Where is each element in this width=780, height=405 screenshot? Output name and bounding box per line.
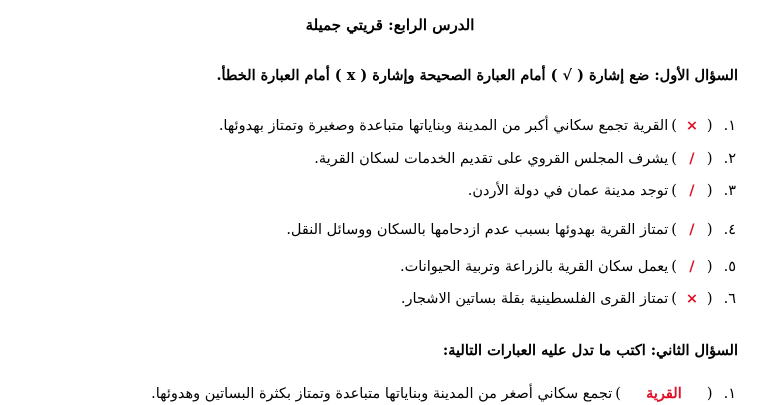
item-number: ٣. xyxy=(723,183,736,199)
check-mark-icon: / xyxy=(689,222,695,238)
list-item: ٥. ( / ) يعمل سكان القرية بالزراعة وتربية الحيوانات. xyxy=(400,259,736,275)
check-mark-icon: / xyxy=(689,259,695,275)
question-1-heading: السؤال الأول: ضع إشارة ( √ ) أمام العبارة الصحيحة وإشارة ( x ) أمام العبارة الخطأ. xyxy=(216,67,738,84)
item-text: تمتاز القرى الفلسطينية بقلة بساتين الاشجار. xyxy=(400,291,669,307)
question-2-heading: السؤال الثاني: اكتب ما تدل عليه العبارات التالية: xyxy=(442,342,738,359)
item-text: يشرف المجلس القروي على تقديم الخدمات لسكان القرية. xyxy=(314,151,669,167)
item-number: ٥. xyxy=(723,259,736,275)
lesson-title: الدرس الرابع: قريتي جميلة xyxy=(305,16,475,34)
answer-text: القرية xyxy=(646,385,682,402)
item-text: تمتاز القرية بهدوئها بسبب عدم ازدحامها بالسكان ووسائل النقل. xyxy=(286,222,669,238)
list-item: ١. ( × ) القرية تجمع سكاني أكبر من المدينة وبناياتها متباعدة وصغيرة وتمتاز بهدوئها. xyxy=(218,118,736,134)
item-number: ٢. xyxy=(723,151,736,167)
item-text: تجمع سكاني أصغر من المدينة وبناياتها متباعدة وتمتاز بكثرة البساتين وهدوئها. xyxy=(151,385,613,402)
list-item: ١. ( القرية ) تجمع سكاني أصغر من المدينة وبناياتها متباعدة وتمتاز بكثرة البساتين وهدوئها. xyxy=(151,385,736,402)
list-item: ٦. ( × ) تمتاز القرى الفلسطينية بقلة بساتين الاشجار. xyxy=(400,291,736,307)
list-item: ٤. ( / ) تمتاز القرية بهدوئها بسبب عدم ازدحامها بالسكان ووسائل النقل. xyxy=(286,222,736,238)
item-number: ٦. xyxy=(723,291,736,307)
item-text: يعمل سكان القرية بالزراعة وتربية الحيوانات. xyxy=(400,259,669,275)
item-number: ١. xyxy=(723,118,736,134)
item-number: ٤. xyxy=(723,222,736,238)
wrong-mark-icon: × xyxy=(685,291,698,307)
check-mark-icon: / xyxy=(689,151,695,167)
list-item: ٢. ( / ) يشرف المجلس القروي على تقديم الخدمات لسكان القرية. xyxy=(314,151,736,167)
item-number: ١. xyxy=(723,385,736,402)
list-item: ٣. ( / ) توجد مدينة عمان في دولة الأردن. xyxy=(467,183,736,199)
item-text: القرية تجمع سكاني أكبر من المدينة وبناياتها متباعدة وصغيرة وتمتاز بهدوئها. xyxy=(218,118,669,134)
wrong-mark-icon: × xyxy=(685,118,698,134)
item-text: توجد مدينة عمان في دولة الأردن. xyxy=(467,183,669,199)
check-mark-icon: / xyxy=(689,183,695,199)
